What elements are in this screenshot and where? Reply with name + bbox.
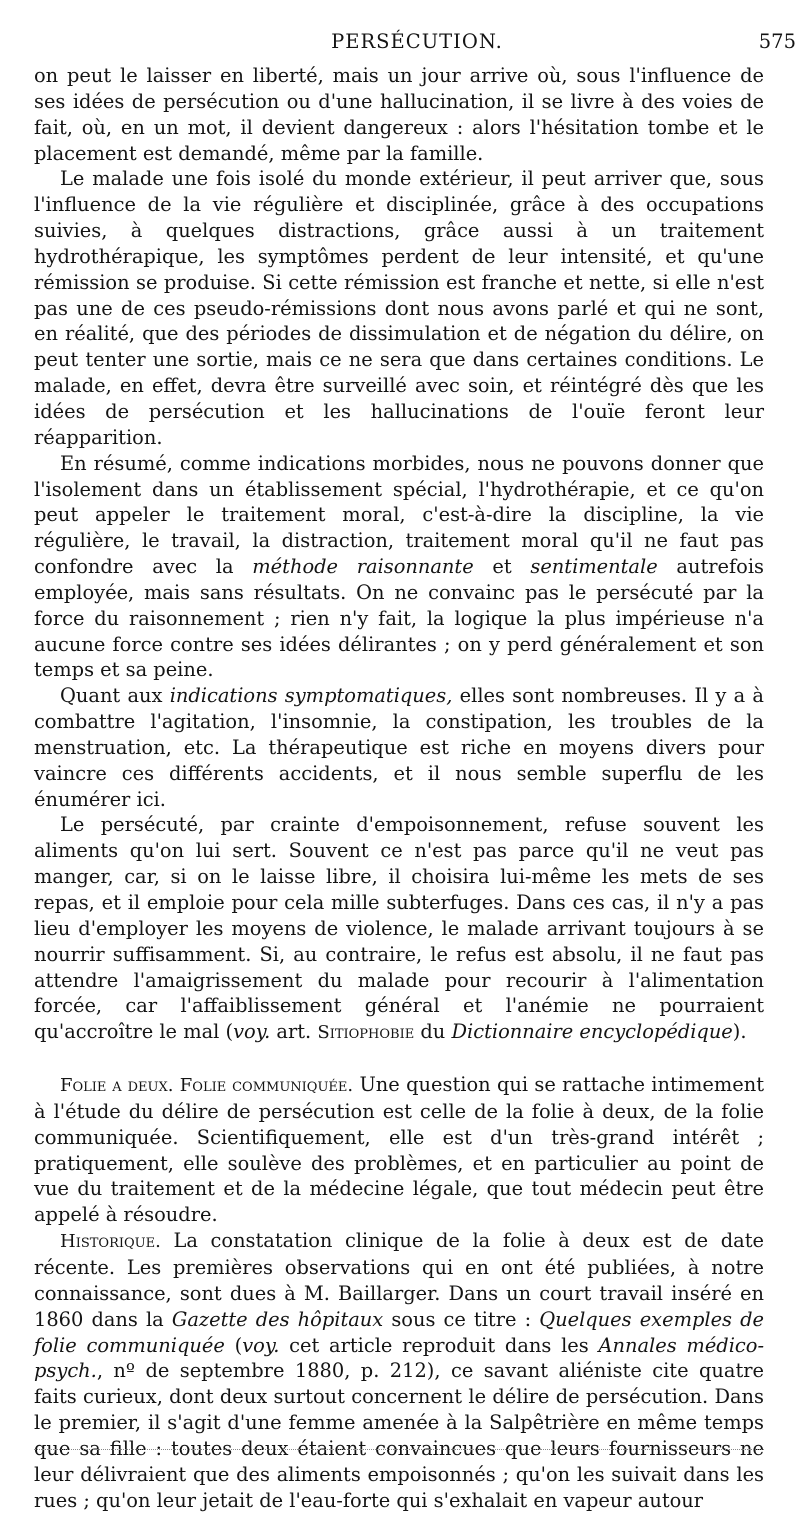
- small-caps-term: Sitiophobie: [317, 1022, 415, 1044]
- italic-term: Annales médico-psych.: [34, 1333, 764, 1383]
- page-header: [36, 30, 798, 56]
- italic-term: indications symptomatiques,: [169, 684, 453, 708]
- text-run: du: [414, 1020, 452, 1044]
- text-run: autrefois employée, mais sans résultats. On ne convainc pas le persécuté par la force du raisonnement ; rien n'y fait, la logique la plus impérieuse n'a aucune force contre ses idées délirantes ; on y perd généralement et son temps et sa peine.: [34, 555, 764, 682]
- text-run: Une question qui se rattache intimement à l'étude du délire de persécution est celle de la folie à deux, de la folie communiquée. Scientifiquement, elle est d'un très-grand intérêt ; pratiquement, elle soulève des problèmes, et en particulier au point de vue du traitement et de la médecine légale, que tout médecin peut être appelé à résoudre.: [34, 1073, 764, 1227]
- text-run: ).: [732, 1020, 747, 1044]
- text-run: sous ce titre :: [383, 1307, 540, 1331]
- text-run: Quant aux: [60, 684, 170, 708]
- section-heading-historique: Historique.: [60, 1231, 161, 1253]
- text-run: et: [473, 555, 531, 579]
- italic-term: Gazette des hôpitaux: [171, 1307, 384, 1331]
- italic-term: voy.: [233, 1020, 271, 1044]
- section-heading-folie-communiquee: Folie communiquée.: [179, 1075, 354, 1097]
- text-run: cet article reproduit dans les: [279, 1333, 599, 1357]
- text-run: art.: [270, 1020, 318, 1044]
- paragraph-4: [34, 683, 764, 812]
- page-number: 575: [758, 30, 796, 53]
- text-run: (: [224, 1333, 243, 1357]
- text-run: , nº de septembre 1880, p. 212), ce savant aliéniste cite quatre faits curieux, dont deux surtout concernent le délire de persécution. Dans le premier, il s'agit d'une femme amenée à la Salpêtrière en même temps que sa fille : toutes deux étaient convaincues que leurs fournisseurs ne leur délivraient que des aliments empoisonnés ; qu'on les suivait dans les rues ; qu'on leur jetait de l'eau-forte qui s'exhalait en vapeur autour: [34, 1359, 764, 1512]
- italic-term: méthode raisonnante: [252, 555, 474, 579]
- paragraph-5: [34, 812, 764, 1046]
- paragraph-7: [34, 1228, 764, 1513]
- text-run: En résumé, comme indications morbides, nous ne pouvons donner que l'isolement dans un établissement spécial, l'hydrothérapie, et ce qu'on peut appeler le traitement moral, c'est-à-dire la discipline, la vie régulière, le travail, la distraction, traitement moral qu'il ne faut pas confondre avec la: [34, 451, 764, 579]
- footer-dotted-rule: [34, 1449, 764, 1450]
- text-run: La constatation clinique de la folie à deux est de date récente. Les premières observations qui en ont été publiées, à notre connaissance, sont dues à M. Baillarger. Dans un court travail inséré en 1860 dans la: [34, 1229, 764, 1331]
- italic-term: Dictionnaire encyclopédique: [451, 1020, 733, 1044]
- paragraph-1: on peut le laisser en liberté, mais un jour arrive où, sous l'influence de ses idées de persécution ou d'une hallucination, il se livre à des voies de fait, où, en un mot, il devient dangereux : alors l'hésitation tombe et le placement est demandé, même par la famille.: [34, 64, 764, 165]
- paragraph-2: Le malade une fois isolé du monde extérieur, il peut arriver que, sous l'influence de la vie régulière et disciplinée, grâce à des occupations suivies, à quelques distractions, grâce aussi à un traitement hydrothérapique, les symptômes perdent de leur intensité, et qu'une rémission se produise. Si cette rémission est franche et nette, si elle n'est pas une de ces pseudo-rémissions dont nous avons parlé et qui ne sont, en réalité, que des périodes de dissimulation et de négation du délire, on peut tenter une sortie, mais ce ne sera que dans certaines conditions. Le malade, en effet, devra être surveillé avec soin, et réintégré dès que les idées de persécution et les hallucinations de l'ouïe feront leur réapparition.: [34, 167, 764, 449]
- paragraph-3: [34, 451, 764, 684]
- text-run: Le persécuté, par crainte d'empoisonnement, refuse souvent les aliments qu'on lui sert. Souvent ce n'est pas parce qu'il ne veut pas manger, car, si on le laisse libre, il choisira lui-même les mets de ses repas, et il emploie pour cela mille subterfuges. Dans ces cas, il n'y a pas lieu d'employer les moyens de violence, le malade arrivant toujours à se nourrir suffisamment. Si, au contraire, le refus est absolu, il ne faut pas attendre l'amaigrissement du malade pour recourir à l'alimentation forcée, car l'affaiblissement général et l'anémie ne pourraient qu'accroître le mal (: [34, 813, 764, 1044]
- paragraph-6: [34, 1072, 764, 1228]
- italic-term: sentimentale: [530, 555, 658, 579]
- section-heading-folie-a-deux: Folie a deux.: [60, 1075, 174, 1097]
- italic-term: voy.: [242, 1333, 280, 1357]
- italic-term: Quelques exemples de folie communiquée: [34, 1307, 764, 1357]
- text-run: elles sont nombreuses. Il y a à combattre l'agitation, l'insomnie, la constipation, les troubles de la menstruation, etc. La thérapeutique est riche en moyens divers pour vaincre ces différents accidents, et il nous semble superflu de les énumérer ici.: [34, 684, 764, 811]
- body-text: [34, 63, 764, 1513]
- running-title: PERSÉCUTION.: [331, 30, 503, 53]
